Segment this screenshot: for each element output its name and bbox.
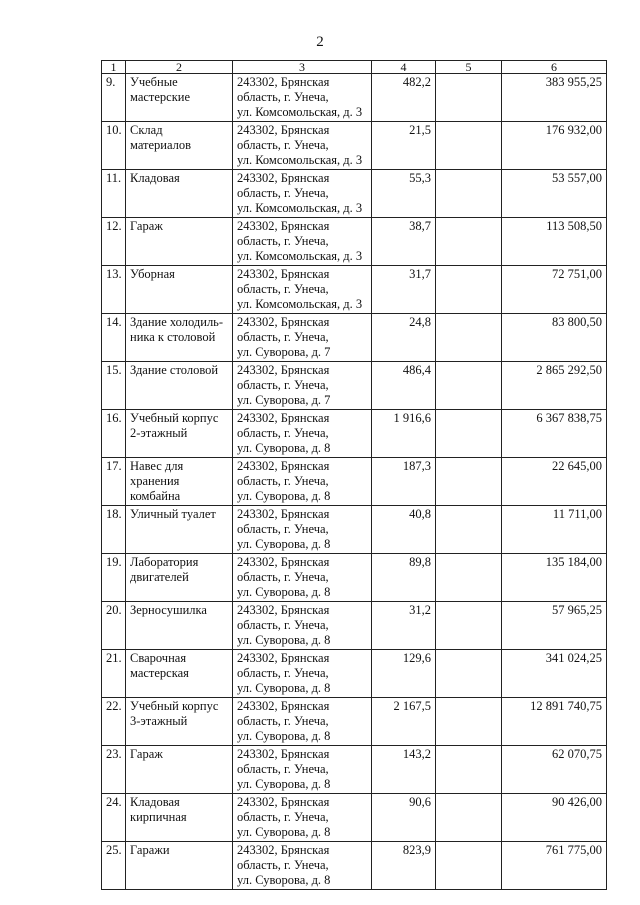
object-name-cell: Учебные мастерские [126, 74, 233, 122]
cost-cell: 6 367 838,75 [502, 410, 607, 458]
cost-cell: 72 751,00 [502, 266, 607, 314]
object-name-cell: Уборная [126, 266, 233, 314]
row-number-cell: 23. [102, 746, 126, 794]
table-row [102, 122, 607, 170]
row-number-cell: 21. [102, 650, 126, 698]
cost-cell: 135 184,00 [502, 554, 607, 602]
object-name-cell: Навес для хранения комбайна [126, 458, 233, 506]
table-row [102, 602, 607, 650]
column-5-cell [436, 122, 502, 170]
table-row [102, 170, 607, 218]
column-number-header: 1 [102, 61, 126, 74]
area-cell: 89,8 [372, 554, 436, 602]
cost-cell: 83 800,50 [502, 314, 607, 362]
row-number-cell: 15. [102, 362, 126, 410]
area-cell: 31,2 [372, 602, 436, 650]
column-5-cell [436, 266, 502, 314]
table-row [102, 218, 607, 266]
column-5-cell [436, 170, 502, 218]
cost-cell: 90 426,00 [502, 794, 607, 842]
table-row [102, 74, 607, 122]
table-row [102, 410, 607, 458]
area-cell: 90,6 [372, 794, 436, 842]
column-5-cell [436, 362, 502, 410]
object-name-cell: Гараж [126, 218, 233, 266]
cost-cell: 11 711,00 [502, 506, 607, 554]
address-cell: 243302, Брянская область, г. Унеча, ул. Комсомольская, д. 3 [233, 122, 372, 170]
table-row [102, 506, 607, 554]
table-body [102, 74, 607, 890]
area-cell: 486,4 [372, 362, 436, 410]
area-cell: 38,7 [372, 218, 436, 266]
row-number-cell: 12. [102, 218, 126, 266]
page-number: 2 [316, 34, 324, 50]
column-5-cell [436, 746, 502, 794]
address-cell: 243302, Брянская область, г. Унеча, ул. Суворова, д. 8 [233, 794, 372, 842]
property-table [101, 60, 607, 890]
cost-cell: 12 891 740,75 [502, 698, 607, 746]
address-cell: 243302, Брянская область, г. Унеча, ул. Суворова, д. 7 [233, 362, 372, 410]
column-5-cell [436, 218, 502, 266]
area-cell: 187,3 [372, 458, 436, 506]
area-cell: 143,2 [372, 746, 436, 794]
cost-cell: 113 508,50 [502, 218, 607, 266]
cost-cell: 761 775,00 [502, 842, 607, 890]
address-cell: 243302, Брянская область, г. Унеча, ул. Суворова, д. 8 [233, 842, 372, 890]
column-5-cell [436, 650, 502, 698]
object-name-cell: Лаборатория двигателей [126, 554, 233, 602]
address-cell: 243302, Брянская область, г. Унеча, ул. Суворова, д. 7 [233, 314, 372, 362]
table-row [102, 746, 607, 794]
area-cell: 31,7 [372, 266, 436, 314]
area-cell: 40,8 [372, 506, 436, 554]
area-cell: 823,9 [372, 842, 436, 890]
object-name-cell: Здание столовой [126, 362, 233, 410]
column-5-cell [436, 554, 502, 602]
row-number-cell: 24. [102, 794, 126, 842]
row-number-cell: 14. [102, 314, 126, 362]
table-row [102, 314, 607, 362]
address-cell: 243302, Брянская область, г. Унеча, ул. Суворова, д. 8 [233, 410, 372, 458]
table-row [102, 842, 607, 890]
column-number-header: 3 [233, 61, 372, 74]
area-cell: 129,6 [372, 650, 436, 698]
column-5-cell [436, 698, 502, 746]
cost-cell: 22 645,00 [502, 458, 607, 506]
column-number-header: 2 [126, 61, 233, 74]
area-cell: 1 916,6 [372, 410, 436, 458]
address-cell: 243302, Брянская область, г. Унеча, ул. Суворова, д. 8 [233, 602, 372, 650]
row-number-cell: 19. [102, 554, 126, 602]
table-row [102, 458, 607, 506]
object-name-cell: Уличный туалет [126, 506, 233, 554]
column-5-cell [436, 314, 502, 362]
row-number-cell: 22. [102, 698, 126, 746]
column-number-header: 6 [502, 61, 607, 74]
address-cell: 243302, Брянская область, г. Унеча, ул. Комсомольская, д. 3 [233, 218, 372, 266]
row-number-cell: 18. [102, 506, 126, 554]
column-number-header: 5 [436, 61, 502, 74]
column-5-cell [436, 794, 502, 842]
table-row [102, 266, 607, 314]
object-name-cell: Зерносушилка [126, 602, 233, 650]
row-number-cell: 20. [102, 602, 126, 650]
table-row [102, 698, 607, 746]
cost-cell: 341 024,25 [502, 650, 607, 698]
object-name-cell: Гараж [126, 746, 233, 794]
row-number-cell: 17. [102, 458, 126, 506]
cost-cell: 383 955,25 [502, 74, 607, 122]
address-cell: 243302, Брянская область, г. Унеча, ул. Суворова, д. 8 [233, 746, 372, 794]
cost-cell: 62 070,75 [502, 746, 607, 794]
object-name-cell: Учебный корпус 2-этажный [126, 410, 233, 458]
address-cell: 243302, Брянская область, г. Унеча, ул. Комсомольская, д. 3 [233, 170, 372, 218]
address-cell: 243302, Брянская область, г. Унеча, ул. Суворова, д. 8 [233, 650, 372, 698]
row-number-cell: 25. [102, 842, 126, 890]
object-name-cell: Кладовая [126, 170, 233, 218]
address-cell: 243302, Брянская область, г. Унеча, ул. Комсомольская, д. 3 [233, 266, 372, 314]
object-name-cell: Гаражи [126, 842, 233, 890]
object-name-cell: Учебный корпус 3-этажный [126, 698, 233, 746]
object-name-cell: Склад материалов [126, 122, 233, 170]
table-row [102, 650, 607, 698]
area-cell: 24,8 [372, 314, 436, 362]
column-5-cell [436, 506, 502, 554]
row-number-cell: 11. [102, 170, 126, 218]
row-number-cell: 10. [102, 122, 126, 170]
column-5-cell [436, 74, 502, 122]
address-cell: 243302, Брянская область, г. Унеча, ул. Суворова, д. 8 [233, 698, 372, 746]
object-name-cell: Здание холодиль- ника к столовой [126, 314, 233, 362]
column-5-cell [436, 842, 502, 890]
area-cell: 2 167,5 [372, 698, 436, 746]
row-number-cell: 16. [102, 410, 126, 458]
object-name-cell: Сварочная мастерская [126, 650, 233, 698]
column-5-cell [436, 410, 502, 458]
cost-cell: 176 932,00 [502, 122, 607, 170]
area-cell: 55,3 [372, 170, 436, 218]
cost-cell: 57 965,25 [502, 602, 607, 650]
table-row [102, 362, 607, 410]
row-number-cell: 13. [102, 266, 126, 314]
area-cell: 21,5 [372, 122, 436, 170]
cost-cell: 53 557,00 [502, 170, 607, 218]
table-row [102, 794, 607, 842]
object-name-cell: Кладовая кирпичная [126, 794, 233, 842]
address-cell: 243302, Брянская область, г. Унеча, ул. Суворова, д. 8 [233, 458, 372, 506]
table-row [102, 554, 607, 602]
area-cell: 482,2 [372, 74, 436, 122]
column-5-cell [436, 602, 502, 650]
address-cell: 243302, Брянская область, г. Унеча, ул. Суворова, д. 8 [233, 554, 372, 602]
address-cell: 243302, Брянская область, г. Унеча, ул. Суворова, д. 8 [233, 506, 372, 554]
row-number-cell: 9. [102, 74, 126, 122]
column-number-row [102, 61, 607, 74]
column-5-cell [436, 458, 502, 506]
address-cell: 243302, Брянская область, г. Унеча, ул. Комсомольская, д. 3 [233, 74, 372, 122]
column-number-header: 4 [372, 61, 436, 74]
cost-cell: 2 865 292,50 [502, 362, 607, 410]
